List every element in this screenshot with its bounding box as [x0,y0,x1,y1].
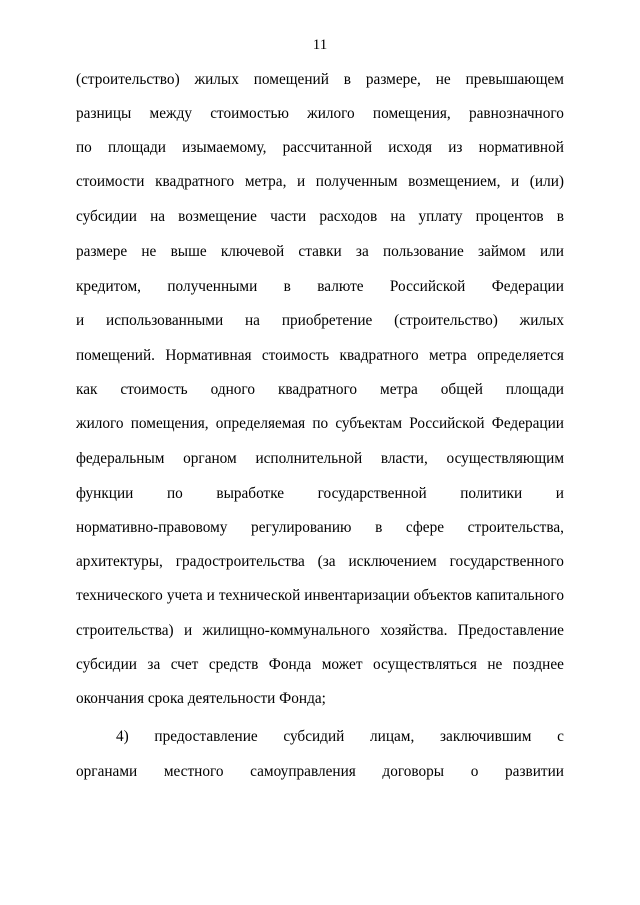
text-line-10 [76,380,564,400]
word: метра, [244,173,287,190]
word: на [150,208,166,225]
word: по [76,139,92,156]
word: займом [477,243,526,260]
text-line-1 [76,70,564,90]
word: в [343,71,351,88]
word: размере [76,243,128,260]
word: (строительство) [76,71,180,88]
word: (за [317,553,336,570]
word: или [539,243,564,260]
word: площади [107,139,166,156]
word: помещения, [372,105,451,122]
word: счет [170,656,199,673]
word: Федерации [491,278,564,295]
word: квадратного [277,381,358,398]
word: капитального [476,587,564,604]
word: и [76,312,85,329]
word: Нормативная [165,347,252,364]
list-item-number: 4) [116,728,129,745]
word: жилищно-коммунального [202,622,370,639]
word: может [321,656,363,673]
word: технического [76,587,163,604]
word: субсидии [76,656,137,673]
word: технической [218,587,301,604]
word: ставки [298,243,342,260]
word: о [470,763,479,780]
word: на [245,312,260,329]
word: не [141,243,157,260]
word: помещения, [130,415,209,432]
word: развитии [505,763,564,780]
word: стоимостью [210,105,289,122]
word: федеральным [76,450,165,467]
word: по [166,485,183,502]
word: в [556,208,564,225]
word: разницы [76,105,132,122]
word: равнозначного [468,105,564,122]
word: превышающем [465,71,564,88]
word: полученным [315,173,398,190]
text-line-19 [76,689,564,709]
word: исходя [388,139,433,156]
word: как [76,381,98,398]
word: метра [429,347,467,364]
word: в [375,519,383,536]
word: помещений. [76,347,155,364]
word: регулированию [251,519,352,536]
word: между [149,105,193,122]
word: на [390,208,406,225]
text-line-6 [76,242,564,262]
word: (или) [529,173,564,190]
word: за [147,656,161,673]
word: из [448,139,463,156]
text-line-16 [76,586,564,606]
word: приобретение [281,312,373,329]
word: жилого [76,415,124,432]
word: использованными [106,312,224,329]
word: объектов [413,587,473,604]
word: и [555,485,564,502]
word: квадратного [155,173,235,190]
word: части [270,208,307,225]
word: средств [208,656,259,673]
word: Фонда [268,656,312,673]
word: субъектам [335,415,403,432]
word: и [206,587,215,604]
word: позднее [512,656,564,673]
word: валюте [317,278,364,295]
word: определяется [477,347,564,364]
word: осуществляться [372,656,477,673]
word: определяемая [215,415,306,432]
word: учета [166,587,203,604]
word: жилых [519,312,564,329]
word: заключившим [440,728,532,745]
word: субсидии [76,208,137,225]
word: стоимости [76,173,145,190]
word: исключением [348,553,437,570]
word: изымаемому, [182,139,267,156]
text-line-9 [76,346,564,366]
text-line-18 [76,655,564,675]
word: кредитом, [76,278,141,295]
word: (строительство) [394,312,498,329]
word: метра [380,381,418,398]
word: выше [170,243,207,260]
word: помещений [253,71,329,88]
word: стоимость [120,381,188,398]
word: договоры [382,763,445,780]
word: осуществляющим [446,450,564,467]
text-line-17 [76,621,564,641]
text-line-13 [76,484,564,504]
word: строительства) [76,622,174,639]
text-line-14 [76,518,564,538]
word: лицам, [370,728,415,745]
word: возмещение [178,208,257,225]
text-line-21 [76,762,564,782]
word: с [557,728,564,745]
word: квадратного [339,347,419,364]
text-line-5 [76,207,564,227]
word: нормативной [478,139,564,156]
word: органами [76,763,138,780]
word: и [183,622,193,639]
word: субсидий [283,728,345,745]
word: размере, [365,71,421,88]
word: власти, [380,450,428,467]
word: по [312,415,329,432]
word: не [487,656,503,673]
word: государственного [449,553,564,570]
word: архитектуры, [76,553,163,570]
word: функции [76,485,134,502]
word: полученными [167,278,258,295]
word: нормативно-правовому [76,519,228,536]
word: ключевой [220,243,285,260]
word: хозяйства. [380,622,448,639]
text-line-2 [76,104,564,124]
word: жилого [307,105,355,122]
word: процентов [475,208,544,225]
word: окончания срока деятельности Фонда; [76,690,326,707]
word: рассчитанной [282,139,373,156]
word: государственной [317,485,427,502]
word: самоуправления [250,763,356,780]
text-line-3 [76,138,564,158]
word: исполнительной [255,450,363,467]
page-number: 11 [312,37,328,53]
word: местного [163,763,224,780]
word: органом [183,450,237,467]
text-line-15 [76,552,564,572]
word: сфере [405,519,445,536]
text-line-7 [76,277,564,297]
word: и [511,173,520,190]
word: Российской [389,278,466,295]
text-line-20 [116,727,564,747]
word: расходов [319,208,378,225]
text-line-11 [76,414,564,434]
word: общей [440,381,483,398]
word: выработке [216,485,285,502]
word: Федерации [491,415,564,432]
word: и [297,173,306,190]
word: жилых [194,71,239,88]
word: в [283,278,291,295]
word: политики [460,485,523,502]
word: инвентаризации [304,587,410,604]
text-line-4 [76,172,564,192]
word: возмещением, [408,173,501,190]
word: пользование [382,243,464,260]
text-line-12 [76,449,564,469]
word: за [355,243,369,260]
word: предоставление [154,728,258,745]
word: Российской [409,415,485,432]
word: Предоставление [457,622,564,639]
word: стоимость [261,347,330,364]
text-line-8 [76,311,564,331]
word: площади [505,381,564,398]
word: градостроительства [175,553,305,570]
word: одного [210,381,255,398]
word: строительства, [467,519,564,536]
word: не [435,71,451,88]
word: уплату [418,208,463,225]
